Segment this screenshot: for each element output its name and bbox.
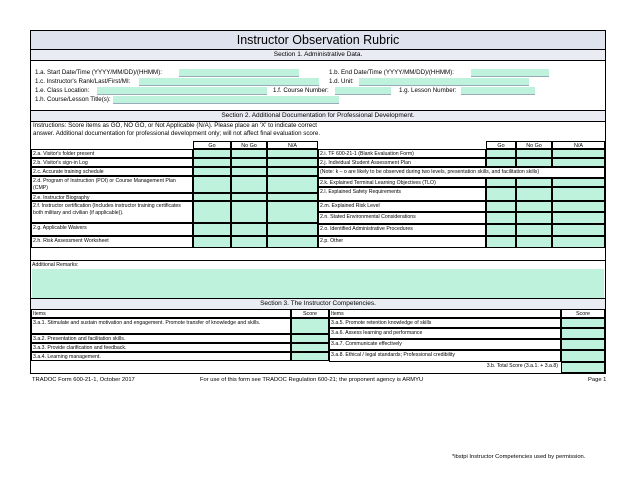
competency-row: 3.a.5. Promote retention knowledge of skills: [329, 318, 561, 328]
right-na-box[interactable]: [552, 236, 605, 248]
right-nogo-box[interactable]: [516, 149, 552, 158]
left-item-row: 2.f. Instructor certification (Includes instructor training certificates both military and civilian (if applicable)).: [31, 201, 193, 223]
competency-score-box[interactable]: [561, 328, 605, 339]
competency-score-box[interactable]: [291, 343, 329, 352]
competency-row: 3.a.3. Provide clarification and feedback.: [31, 343, 291, 352]
right-item-row: 2.n. Stated Environmental Considerations: [318, 212, 486, 224]
course-title-field[interactable]: [113, 96, 339, 104]
right-item-row: 2.k. Explained Terminal Learning Objectives (TLO): [318, 178, 486, 187]
unit-label: 1.d. Unit:: [329, 78, 354, 85]
right-note-row: (Note: k – o are likely to be observed during two levels, presentation skills, and facilitation skills): [318, 167, 605, 178]
right-nogo-box[interactable]: [516, 201, 552, 212]
form-id: TRADOC Form 600-21-1, October 2017: [32, 377, 135, 383]
permission-note: *ibstpi Instructor Competencies used by permission.: [452, 454, 586, 460]
total-score-box[interactable]: [561, 362, 605, 373]
left-item-row: 2.a. Visitor's folder present: [31, 149, 193, 158]
left-go-box[interactable]: [193, 223, 231, 236]
left-nogo-box[interactable]: [231, 158, 267, 167]
right-go-box[interactable]: [486, 158, 516, 167]
competency-score-box[interactable]: [561, 339, 605, 350]
right-nogo-box[interactable]: [516, 224, 552, 236]
nogo-header-right: No Go: [516, 141, 552, 149]
section1-heading: Section 1. Administrative Data.: [31, 49, 605, 61]
start-date-field[interactable]: [179, 69, 299, 77]
left-item-row: 2.h. Risk Assessment Worksheet: [31, 236, 193, 248]
na-header-right: N/A: [552, 141, 605, 149]
left-na-box[interactable]: [267, 223, 318, 236]
competency-score-box[interactable]: [291, 318, 329, 334]
left-na-box[interactable]: [267, 167, 318, 176]
score-header-left: Score: [291, 309, 329, 318]
score-header-right: Score: [561, 309, 605, 318]
go-header-right: Go: [486, 141, 516, 149]
left-go-box[interactable]: [193, 201, 231, 223]
competency-row: 3.a.8. Ethical / legal standards; Professional credibility: [329, 350, 561, 362]
class-location-field[interactable]: [97, 87, 267, 95]
left-go-box[interactable]: [193, 158, 231, 167]
left-nogo-box[interactable]: [231, 167, 267, 176]
right-item-row: 2.o. Identified Administrative Procedures: [318, 224, 486, 236]
left-nogo-box[interactable]: [231, 149, 267, 158]
competency-row: 3.a.7. Communicate effectively: [329, 339, 561, 350]
left-nogo-box[interactable]: [231, 201, 267, 223]
form-title: Instructor Observation Rubric: [31, 31, 605, 50]
left-na-box[interactable]: [267, 176, 318, 193]
na-header-left: N/A: [267, 141, 318, 149]
competency-score-box[interactable]: [561, 318, 605, 328]
right-go-box[interactable]: [486, 187, 516, 201]
right-nogo-box[interactable]: [516, 187, 552, 201]
start-date-label: 1.a. Start Date/Time (YYYY/MM/DD)/(HHMM):: [35, 69, 162, 76]
left-go-box[interactable]: [193, 193, 231, 201]
right-item-row: 2.m. Explained Risk Level: [318, 201, 486, 212]
remarks-label: Additional Remarks:: [32, 262, 79, 268]
competency-score-box[interactable]: [291, 352, 329, 361]
competency-score-box[interactable]: [561, 350, 605, 362]
right-nogo-box[interactable]: [516, 212, 552, 224]
right-go-box[interactable]: [486, 236, 516, 248]
right-go-box[interactable]: [486, 212, 516, 224]
right-go-box[interactable]: [486, 224, 516, 236]
right-go-box[interactable]: [486, 178, 516, 187]
competency-row: 3.a.4. Learning management.: [31, 352, 291, 361]
right-nogo-box[interactable]: [516, 178, 552, 187]
rubric-form: [30, 30, 606, 374]
right-item-row: 2.l. Explained Safety Requirements: [318, 187, 486, 201]
course-title-label: 1.h. Course/Lesson Title(s):: [35, 96, 111, 103]
course-number-label: 1.f. Course Number:: [273, 87, 329, 94]
end-date-label: 1.b. End Date/Time (YYYY/MM/DD)/(HHMM):: [329, 69, 454, 76]
right-nogo-box[interactable]: [516, 158, 552, 167]
left-go-box[interactable]: [193, 176, 231, 193]
section2-heading: Section 2. Additional Documentation for Professional Development.: [31, 110, 605, 122]
left-na-box[interactable]: [267, 201, 318, 223]
competency-score-box[interactable]: [291, 334, 329, 343]
items-header-left: Items: [31, 309, 291, 318]
remarks-field[interactable]: [32, 269, 604, 301]
rank-field[interactable]: [139, 78, 319, 86]
left-na-box[interactable]: [267, 193, 318, 201]
total-score-label: 3.b. Total Score (3.a.1. + 3.a.8): [486, 363, 558, 369]
rank-label: 1.c. Instructor's Rank/Last/First/MI:: [35, 78, 131, 85]
left-item-row: 2.d. Program of Instruction (POI) or Course Management Plan (CMP): [31, 176, 193, 193]
instructions-line1: Instructions: Score items as GO, NO GO, or Not Applicable (N/A). Please place an 'X' to indicate correct: [33, 122, 318, 129]
right-go-box[interactable]: [486, 201, 516, 212]
left-go-box[interactable]: [193, 149, 231, 158]
right-go-box[interactable]: [486, 149, 516, 158]
left-item-row: 2.e. Instructor Biography: [31, 193, 193, 201]
lesson-number-field[interactable]: [461, 87, 535, 95]
right-na-box[interactable]: [552, 178, 605, 187]
right-nogo-box[interactable]: [516, 236, 552, 248]
unit-field[interactable]: [359, 78, 529, 86]
left-go-box[interactable]: [193, 167, 231, 176]
right-na-box[interactable]: [552, 201, 605, 212]
competency-row: 3.a.2. Presentation and facilitation skills.: [31, 334, 291, 343]
left-nogo-box[interactable]: [231, 176, 267, 193]
right-na-box[interactable]: [552, 158, 605, 167]
left-nogo-box[interactable]: [231, 223, 267, 236]
left-item-row: 2.g. Applicable Waivers: [31, 223, 193, 236]
right-item-row: 2.p. Other: [318, 236, 486, 248]
left-item-row: 2.b. Visitor's sign-in Log: [31, 158, 193, 167]
section3-heading: Section 3. The Instructor Competencies.: [31, 298, 605, 310]
go-header-left: Go: [193, 141, 231, 149]
right-item-row: 2.j. Individual Student Assessment Plan: [318, 158, 486, 167]
right-na-box[interactable]: [552, 224, 605, 236]
page-number: Page 1: [588, 377, 607, 383]
right-na-box[interactable]: [552, 149, 605, 158]
nogo-header-left: No Go: [231, 141, 267, 149]
competency-row: 3.a.1. Stimulate and sustain motivation and engagement. Promote transfer of knowledge and skills.: [31, 318, 291, 334]
instructions-line2: answer. Additional documentation for professional development only; will not affect final evaluation score.: [33, 130, 321, 137]
class-location-label: 1.e. Class Location:: [35, 87, 90, 94]
lesson-number-label: 1.g. Lesson Number:: [399, 87, 457, 94]
right-item-row: 2.i. TF 600-21-1 (Blank Evaluation Form): [318, 149, 486, 158]
left-nogo-box[interactable]: [231, 193, 267, 201]
left-nogo-box[interactable]: [231, 236, 267, 248]
regulation-note: For use of this form see TRADOC Regulation 600-21; the proponent agency is ARMYU: [200, 377, 424, 383]
competency-row: 3.a.6. Assess learning and performance: [329, 328, 561, 339]
end-date-field[interactable]: [471, 69, 549, 77]
right-na-box[interactable]: [552, 212, 605, 224]
right-na-box[interactable]: [552, 187, 605, 201]
course-number-field[interactable]: [335, 87, 391, 95]
left-na-box[interactable]: [267, 236, 318, 248]
left-go-box[interactable]: [193, 236, 231, 248]
left-na-box[interactable]: [267, 158, 318, 167]
items-header-right: Items: [329, 309, 561, 318]
left-item-row: 2.c. Accurate training schedule: [31, 167, 193, 176]
left-na-box[interactable]: [267, 149, 318, 158]
